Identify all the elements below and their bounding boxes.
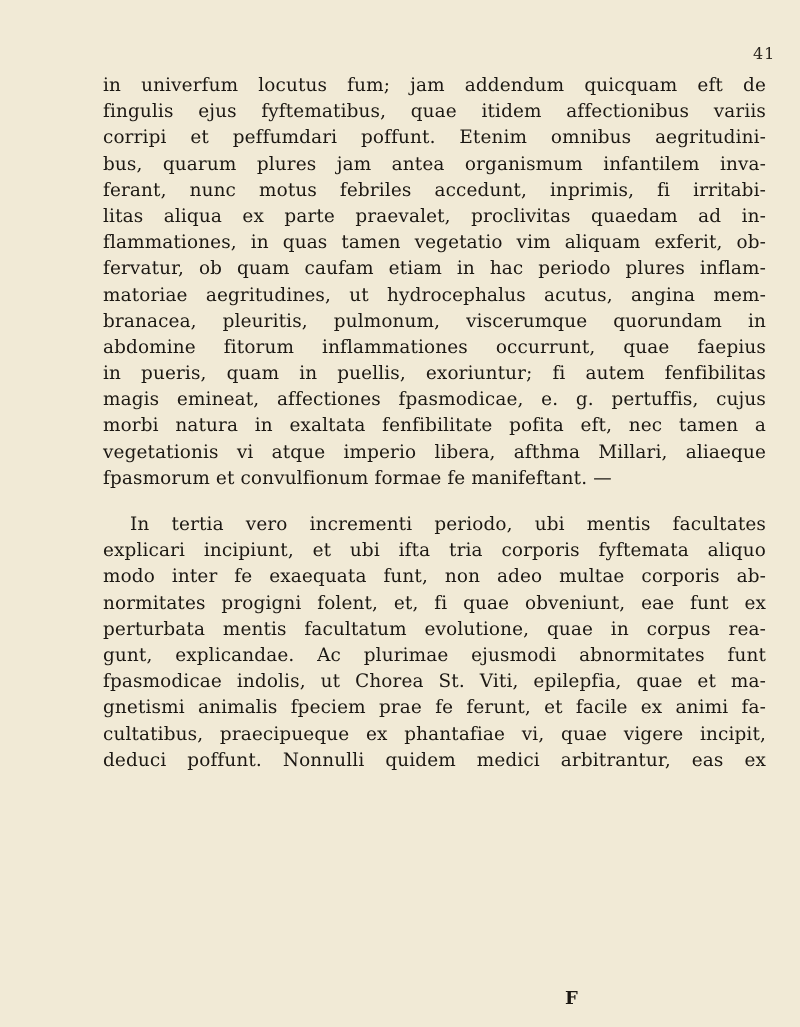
- text-line: fpasmodicae indolis, ut Chorea St. Viti, epilepfia, quae et ma-: [103, 671, 766, 693]
- text-line: flammationes, in quas tamen vegetatio vim aliquam exferit, ob-: [103, 232, 766, 254]
- text-line: explicari incipiunt, et ubi ifta tria corporis fyftemata aliquo: [103, 540, 766, 562]
- body-text: [103, 73, 766, 774]
- text-line: gunt, explicandae. Ac plurimae ejusmodi abnormitates funt: [103, 644, 766, 666]
- text-line: corripi et peffumdari poffunt. Etenim omnibus aegritudini-: [103, 127, 766, 149]
- text-line: cultatibus, praecipueque ex phantafiae vi, quae vigere incipit,: [103, 723, 766, 745]
- page-number: 41: [753, 44, 776, 63]
- paragraph-gap: [103, 492, 766, 512]
- text-line: matoriae aegritudines, ut hydrocephalus acutus, angina mem-: [103, 284, 766, 306]
- text-line: morbi natura in exaltata fenfibilitate pofita eft, nec tamen a: [103, 415, 766, 437]
- text-line: deduci poffunt. Nonnulli quidem medici arbitrantur, eas ex: [103, 749, 766, 771]
- text-line: gnetismi animalis fpeciem prae fe ferunt, et facile ex animi fa-: [103, 697, 766, 719]
- text-line: perturbata mentis facultatum evolutione, quae in corpus rea-: [103, 618, 766, 640]
- text-line: litas aliqua ex parte praevalet, proclivitas quaedam ad in-: [103, 205, 766, 227]
- text-line: modo inter fe exaequata funt, non adeo multae corporis ab-: [103, 566, 766, 588]
- paragraph-2: [103, 512, 766, 774]
- signature-mark: F: [565, 988, 578, 1009]
- text-line: bus, quarum plures jam antea organismum infantilem inva-: [103, 153, 766, 175]
- text-line: fervatur, ob quam caufam etiam in hac periodo plures inflam-: [103, 258, 766, 280]
- text-line: in univerfum locutus fum; jam addendum quicquam eft de: [103, 75, 766, 96]
- text-line: abdomine fitorum inflammationes occurrunt, quae faepius: [103, 336, 766, 358]
- text-line: branacea, pleuritis, pulmonum, viscerumque quorundam in: [103, 310, 766, 332]
- text-line: vegetationis vi atque imperio libera, afthma Millari, aliaeque: [103, 441, 766, 463]
- text-line: magis emineat, affectiones fpasmodicae, e. g. pertuffis, cujus: [103, 389, 766, 411]
- text-line: fpasmorum et convulfionum formae fe manifeftant. —: [103, 467, 612, 489]
- text-line: ferant, nunc motus febriles accedunt, inprimis, fi irritabi-: [103, 179, 766, 201]
- text-line: in pueris, quam in puellis, exoriuntur; fi autem fenfibilitas: [103, 363, 766, 385]
- text-line: fingulis ejus fyftematibus, quae itidem affectionibus variis: [103, 101, 766, 123]
- text-line: normitates progigni folent, et, fi quae obveniunt, eae funt ex: [103, 592, 766, 614]
- text-line: In tertia vero incrementi periodo, ubi mentis facultates: [130, 514, 766, 535]
- paragraph-1: [103, 73, 766, 492]
